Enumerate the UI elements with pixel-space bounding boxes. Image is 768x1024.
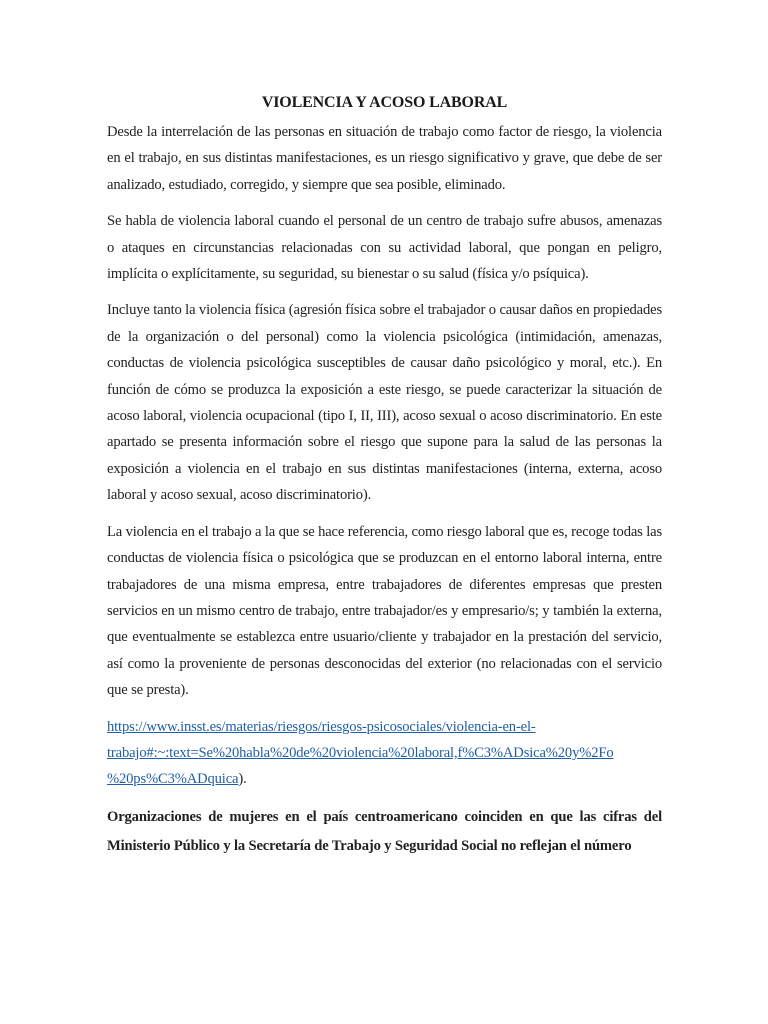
source-link-line-1: https://www.insst.es/materias/riesgos/riesgos-psicosociales/violencia-en-el- xyxy=(107,718,536,735)
source-link-paragraph xyxy=(107,714,662,793)
document-title: VIOLENCIA Y ACOSO LABORAL xyxy=(261,94,508,111)
document-body xyxy=(107,92,662,871)
source-link-suffix: ). xyxy=(238,771,247,788)
paragraph-intro: Desde la interrelación de las personas en situación de trabajo como factor de riesgo, la violencia en el trabajo, en sus distintas manifestaciones, es un riesgo significativo y grave, que debe de ser analizado, estudiado, corregido, y siempre que sea posible, eliminado. xyxy=(107,124,662,193)
paragraph-organizations: Organizaciones de mujeres en el país centroamericano coinciden en que las cifras del Ministerio Público y la Secretaría de Trabajo y Seguridad Social no reflejan el número xyxy=(107,808,662,854)
source-link-line-2: trabajo#:~:text=Se%20habla%20de%20violencia%20laboral,f%C3%ADsica%20y%2Fo xyxy=(107,744,614,761)
paragraph-definition: Se habla de violencia laboral cuando el personal de un centro de trabajo sufre abusos, amenazas o ataques en circunstancias relacionadas con su actividad laboral, que pongan en peligro, implícita o explícitamente, su seguridad, su bienestar o su salud (física y/o psíquica). xyxy=(107,213,662,283)
paragraph-scope: La violencia en el trabajo a la que se hace referencia, como riesgo laboral que es, recoge todas las conductas de violencia física o psicológica que se produzcan en el entorno laboral interna, entre trabajadores de una misma empresa, entre trabajadores de diferentes empresas que presten servicios en un mismo centro de trabajo, entre trabajador/es y empresario/s; y también la externa, que eventualmente se establezca entre usuario/cliente y trabajador en la prestación del servicio, así como la proveniente de personas desconocidas del exterior (no relacionadas con el servicio que se presta). xyxy=(107,523,662,699)
source-link[interactable] xyxy=(107,719,614,788)
source-link-line-3: %20ps%C3%ADquica xyxy=(107,771,239,788)
paragraph-types: Incluye tanto la violencia física (agresión física sobre el trabajador o causar daños en propiedades de la organización o del personal) como la violencia psicológica (intimidación, amenazas, conductas de violencia psicológica susceptibles de causar daño psicológico y moral, etc.). En función de cómo se produzca la exposición a este riesgo, se puede caracterizar la situación de acoso laboral, violencia ocupacional (tipo I, II, III), acoso sexual o acoso discriminatorio. En este apartado se presenta información sobre el riesgo que supone para la salud de las personas la exposición a violencia en el trabajo en sus distintas manifestaciones (interna, externa, acoso laboral y acoso sexual, acoso discriminatorio). xyxy=(107,302,662,504)
